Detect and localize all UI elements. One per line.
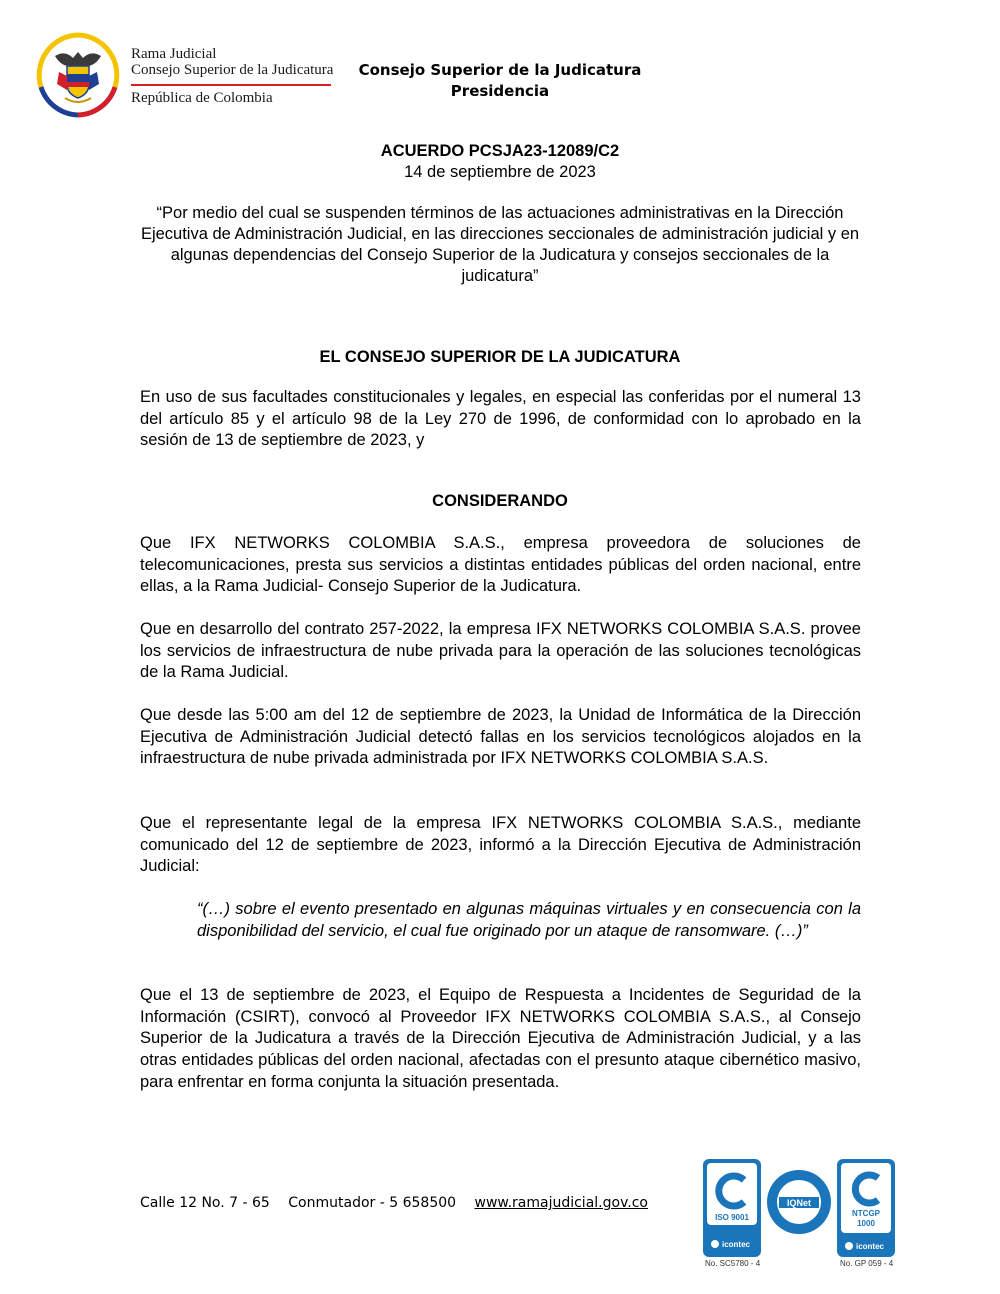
iso-certificate-number: No. SC5780 - 4 [705, 1259, 761, 1268]
agreement-subject: “Por medio del cual se suspenden términos de las actuaciones administrativas en la Dirección Ejecutiva de Administración Judicial, en las direcciones seccionales de administración judicial y en algunas dependencias del Consejo Superior de la Judicatura y consejos seccionales de la judicatura” [140, 204, 860, 285]
rama-judicial-seal-icon [35, 32, 121, 118]
ntcgp-certificate-number: No. GP 059 - 4 [840, 1259, 894, 1268]
quoted-statement: “(…) sobre el evento presentado en algunas máquinas virtuales y en consecuencia con la disponibilidad del servicio, el cual fue originado por un ataque de ransomware. (…)” [197, 900, 861, 940]
iso-label: ISO 9001 [715, 1213, 749, 1222]
ntcgp-label: NTCGP [852, 1209, 880, 1218]
ntcgp-number-label: 1000 [857, 1219, 875, 1228]
considerando-paragraph-5: Que el 13 de septiembre de 2023, el Equipo de Respuesta a Incidentes de Seguridad de la Información (CSIRT), convocó al Proveedor IFX NETWORKS COLOMBIA S.A.S., al Consejo Superior de la Judicatura a través de la Dirección Ejecutiva de Administración Judicial, y a las otras entidades públicas del orden nacional, afectadas con el presunto ataque cibernético masivo, para enfrentar en forma conjunta la situación presentada. [140, 986, 861, 1091]
considerando-paragraph-3: Que desde las 5:00 am del 12 de septiembre de 2023, la Unidad de Informática de la Dirección Ejecutiva de Administración Judicial detectó fallas en los servicios tecnológicos alojados en la infraestructura de nube privada administrada por IFX NETWORKS COLOMBIA S.A.S. [140, 706, 861, 768]
footer-switchboard: Conmutador - 5 658500 [288, 1195, 457, 1211]
iqnet-certification-icon [765, 1168, 833, 1236]
footer-contact [140, 1195, 648, 1211]
considerando-heading: CONSIDERANDO [432, 492, 568, 510]
iqnet-label: IQNet [786, 1198, 812, 1208]
header-organization: Consejo Superior de la Judicatura [358, 61, 642, 79]
institution-brand [131, 46, 333, 107]
ntcgp-1000-certification-icon [836, 1158, 896, 1258]
footer-website-link[interactable]: www.ramajudicial.gov.co [474, 1195, 648, 1211]
issuer-heading: EL CONSEJO SUPERIOR DE LA JUDICATURA [319, 348, 681, 366]
agreement-date: 14 de septiembre de 2023 [404, 163, 596, 181]
footer-address: Calle 12 No. 7 - 65 [140, 1195, 270, 1211]
header-office: Presidencia [450, 82, 550, 100]
preamble-paragraph: En uso de sus facultades constitucionales y legales, en especial las conferidas por el numeral 13 del artículo 85 y el artículo 98 de la Ley 270 de 1996, de conformidad con lo aprobado en la sesión de 13 de septiembre de 2023, y [140, 388, 861, 450]
considerando-paragraph-2: Que en desarrollo del contrato 257-2022, la empresa IFX NETWORKS COLOMBIA S.A.S. provee los servicios de infraestructura de nube privada para la operación de las soluciones tecnológicas de la Rama Judicial. [140, 620, 861, 682]
iso-icontec-label: icontec [721, 1240, 751, 1249]
brand-line-rama-judicial: Rama Judicial [131, 46, 217, 62]
agreement-title: ACUERDO PCSJA23-12089/C2 [380, 142, 620, 160]
brand-line-republica: República de Colombia [131, 90, 273, 106]
document-header [350, 60, 650, 102]
brand-divider [131, 84, 331, 86]
considerando-paragraph-4: Que el representante legal de la empresa IFX NETWORKS COLOMBIA S.A.S., mediante comunicado del 12 de septiembre de 2023, informó a la Dirección Ejecutiva de Administración Judicial: [140, 814, 861, 876]
considerando-paragraph-1: Que IFX NETWORKS COLOMBIA S.A.S., empresa proveedora de soluciones de telecomunicaciones, presta sus servicios a distintas entidades públicas del orden nacional, entre ellas, a la Rama Judicial- Consejo Superior de la Judicatura. [140, 534, 861, 596]
ntcgp-icontec-label: icontec [855, 1242, 885, 1251]
iso-9001-certification-icon [702, 1158, 762, 1258]
brand-line-consejo: Consejo Superior de la Judicatura [131, 62, 334, 78]
